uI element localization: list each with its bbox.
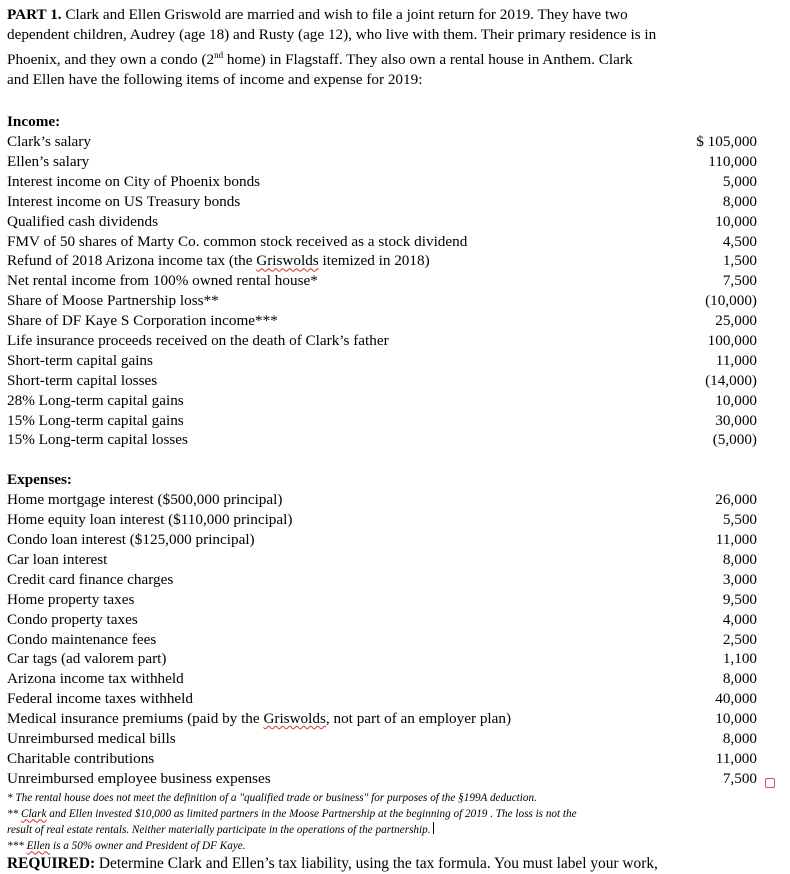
expense-row xyxy=(7,510,757,530)
expense-row xyxy=(7,709,757,729)
income-row xyxy=(7,271,757,291)
income-row xyxy=(7,192,757,212)
item-label: Condo property taxes xyxy=(7,610,138,628)
item-label: Ellen’s salary xyxy=(7,152,90,170)
item-label: Home equity loan interest ($110,000 principal) xyxy=(7,511,293,529)
item-label: Federal income taxes withheld xyxy=(7,690,193,708)
expense-row xyxy=(7,610,757,630)
expense-row xyxy=(7,490,757,510)
intro-line-4: and Ellen have the following items of income and expense for 2019: xyxy=(7,71,423,89)
required-line xyxy=(7,854,757,874)
item-label: Car tags (ad valorem part) xyxy=(7,650,167,668)
item-amount: (10,000) xyxy=(705,292,757,310)
item-amount: 8,000 xyxy=(722,550,757,568)
income-row xyxy=(7,132,757,152)
expense-row xyxy=(7,749,757,769)
intro-line-2: dependent children, Audrey (age 18) and Rusty (age 12), who live with them. Their primary residence is in xyxy=(7,26,657,43)
item-amount: 11,000 xyxy=(715,749,757,767)
income-row xyxy=(7,351,757,371)
item-amount: $ 105,000 xyxy=(696,133,757,151)
footnotes xyxy=(7,790,757,854)
intro-line-3a: Phoenix, and they own a condo (2 xyxy=(7,51,215,69)
intro-line-3b: home) in Flagstaff. They also own a rental house in Anthem. Clark xyxy=(223,51,633,69)
item-amount: 40,000 xyxy=(715,690,757,708)
comment-anchor-icon[interactable] xyxy=(765,778,775,788)
item-amount: 7,500 xyxy=(722,272,757,290)
expense-row xyxy=(7,630,757,650)
text-cursor xyxy=(433,822,435,834)
expense-row xyxy=(7,530,757,550)
required-text: Determine Clark and Ellen’s tax liability, using the tax formula. You must label your work, xyxy=(95,854,658,872)
item-label: Condo loan interest ($125,000 principal) xyxy=(7,531,255,549)
item-label: Qualified cash dividends xyxy=(7,212,158,230)
income-row xyxy=(7,391,757,411)
expense-row xyxy=(7,570,757,590)
income-row xyxy=(7,371,757,391)
income-heading: Income: xyxy=(7,113,61,131)
item-amount: 5,000 xyxy=(722,172,757,190)
item-label: Home mortgage interest ($500,000 principal) xyxy=(7,491,283,509)
item-label: 15% Long-term capital gains xyxy=(7,411,184,429)
item-label: Condo maintenance fees xyxy=(7,630,157,648)
income-row xyxy=(7,291,757,311)
item-label: 28% Long-term capital gains xyxy=(7,391,184,409)
item-amount: 10,000 xyxy=(715,710,757,728)
expense-row xyxy=(7,590,757,610)
item-amount: 8,000 xyxy=(722,670,757,688)
income-row xyxy=(7,251,757,271)
expense-row xyxy=(7,550,757,570)
item-label: Share of Moose Partnership loss** xyxy=(7,292,219,310)
item-amount: 11,000 xyxy=(715,531,757,549)
item-label: Interest income on City of Phoenix bonds xyxy=(7,172,261,190)
item-amount: 1,500 xyxy=(722,252,757,270)
document-page xyxy=(7,5,757,874)
item-label: Arizona income tax withheld xyxy=(7,670,184,688)
item-amount: 5,500 xyxy=(722,511,757,529)
item-amount: 8,000 xyxy=(722,730,757,747)
item-amount: 25,000 xyxy=(715,312,757,330)
item-amount: 4,000 xyxy=(722,610,757,628)
item-label: Car loan interest xyxy=(7,550,108,568)
item-label: Short-term capital gains xyxy=(7,351,153,369)
intro-paragraph xyxy=(7,5,757,90)
intro-line-1: Clark and Ellen Griswold are married and wish to file a joint return for 2019. They have two xyxy=(61,6,628,23)
item-amount: 9,500 xyxy=(722,590,757,608)
item-amount: 110,000 xyxy=(708,152,757,170)
expenses-heading: Expenses: xyxy=(7,471,72,489)
item-label: Clark’s salary xyxy=(7,133,91,151)
expense-row xyxy=(7,669,757,689)
expense-row xyxy=(7,689,757,709)
item-label: Interest income on US Treasury bonds xyxy=(7,192,241,210)
income-row xyxy=(7,172,757,192)
expense-row xyxy=(7,769,757,789)
part-label: PART 1. xyxy=(7,6,62,23)
income-row xyxy=(7,212,757,232)
item-amount: 3,000 xyxy=(722,570,757,588)
item-label: Short-term capital losses xyxy=(7,371,158,389)
item-amount: 4,500 xyxy=(722,232,757,250)
item-amount: 11,000 xyxy=(715,351,757,369)
item-label: Unreimbursed medical bills xyxy=(7,730,176,747)
item-amount: 30,000 xyxy=(715,411,757,429)
item-amount: 10,000 xyxy=(715,212,757,230)
item-label: Unreimbursed employee business expenses xyxy=(7,769,271,787)
item-amount: 100,000 xyxy=(707,331,757,349)
item-label: Share of DF Kaye S Corporation income*** xyxy=(7,312,278,330)
item-amount: 10,000 xyxy=(715,391,757,409)
footnote-2-line-2: result of real estate rentals. Neither materially participate in the operations of the partnership. xyxy=(7,822,757,838)
item-label: Life insurance proceeds received on the death of Clark’s father xyxy=(7,331,389,349)
income-row xyxy=(7,411,757,431)
income-row xyxy=(7,232,757,252)
expense-row xyxy=(7,649,757,669)
item-label: 15% Long-term capital losses xyxy=(7,431,188,449)
item-label: FMV of 50 shares of Marty Co. common stock received as a stock dividend xyxy=(7,232,468,250)
item-label: Home property taxes xyxy=(7,590,135,608)
item-amount: 8,000 xyxy=(722,192,757,210)
item-amount: 7,500 xyxy=(722,769,757,787)
item-label: Refund of 2018 Arizona income tax (the Griswolds itemized in 2018) xyxy=(7,252,430,270)
item-label: Charitable contributions xyxy=(7,749,155,767)
footnote-3: *** Ellen is a 50% owner and President of DF Kaye. xyxy=(7,839,246,852)
item-amount: 1,100 xyxy=(722,650,757,668)
income-row xyxy=(7,152,757,172)
item-amount: 2,500 xyxy=(722,630,757,648)
income-section xyxy=(7,112,757,450)
required-label: REQUIRED: xyxy=(7,854,96,872)
footnote-2: ** Clark and Ellen invested $10,000 as limited partners in the Moose Partnership at the beginning of 2019 . The loss is not the xyxy=(7,807,577,820)
footnote-1: * The rental house does not meet the definition of a "qualified trade or business" for purposes of the §199A deduction. xyxy=(7,791,537,804)
expenses-section xyxy=(7,470,757,788)
income-row xyxy=(7,331,757,351)
income-row xyxy=(7,311,757,331)
income-row xyxy=(7,430,757,450)
intro-sup: nd xyxy=(214,50,224,60)
item-label: Medical insurance premiums (paid by the Griswolds, not part of an employer plan) xyxy=(7,710,512,728)
item-label: Credit card finance charges xyxy=(7,570,174,588)
item-amount: (5,000) xyxy=(712,431,757,449)
item-amount: 26,000 xyxy=(715,491,757,509)
expense-row xyxy=(7,729,757,749)
item-amount: (14,000) xyxy=(705,371,757,389)
item-label: Net rental income from 100% owned rental house* xyxy=(7,272,318,290)
